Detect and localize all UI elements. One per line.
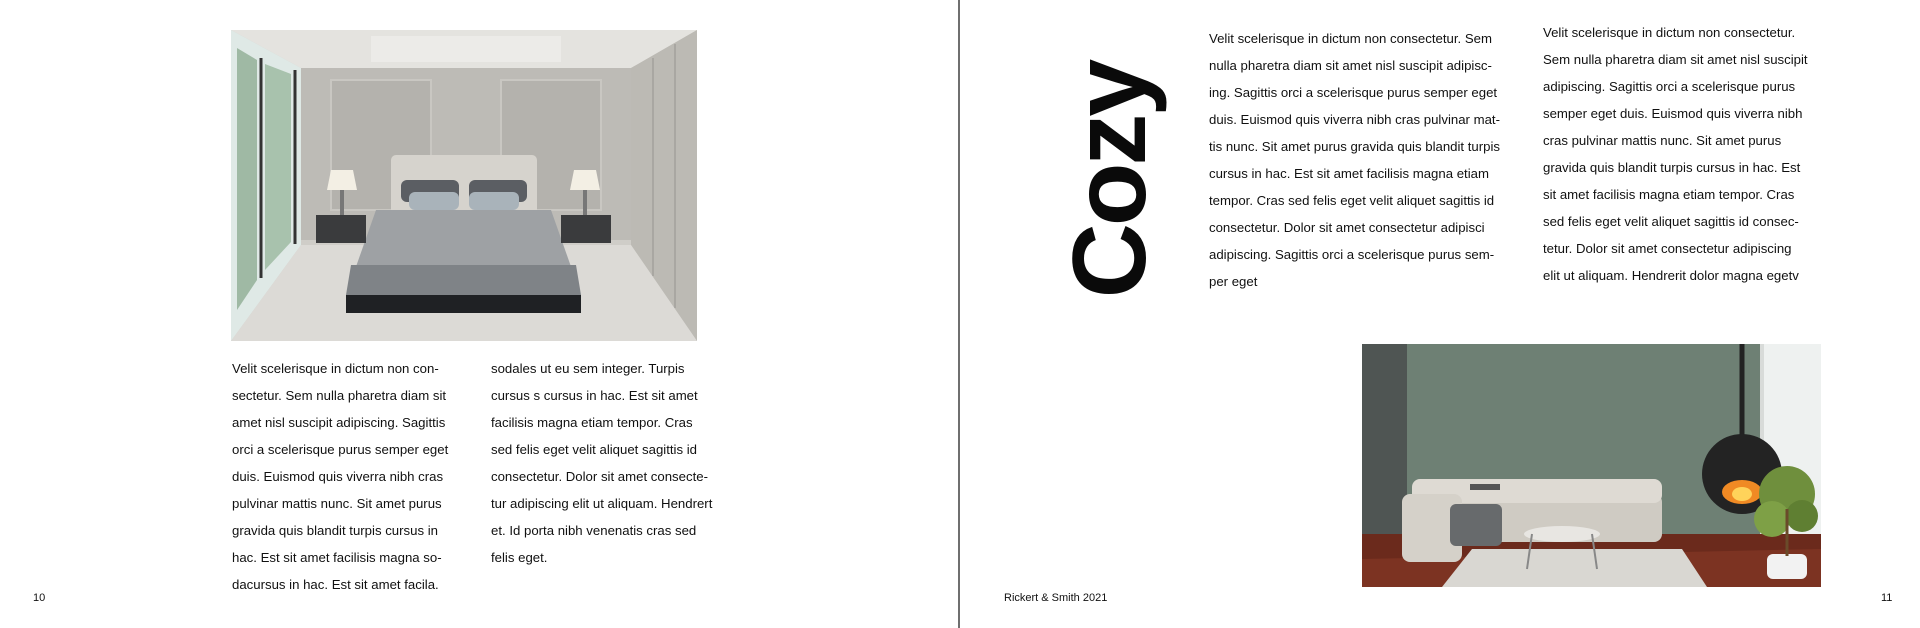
page-number-right: 11 [1881, 592, 1893, 604]
left-body-column-1: Velit scelerisque in dictum non con- sectetur. Sem nulla pharetra diam sit amet nisl suscipit adipiscing. Sagittis orci a scelerisque purus semper eget duis. Euismod quis viverra nibh cras pulvinar mattis nunc. Sit amet purus gravida quis blandit turpis cursus in hac. Est sit amet facilisis magna so- dacursus in hac. Est sit amet facila. [232, 361, 449, 592]
footer-credit: Rickert & Smith 2021 [1004, 592, 1108, 604]
left-body-column-2: sodales ut eu sem integer. Turpis cursus s cursus in hac. Est sit amet facilisis magna etiam tempor. Cras sed felis eget velit aliquet sagittis id consectetur. Dolor sit amet consecte- tur adipiscing elit ut aliquam. Hendrert et. Id porta nibh venenatis cras sed felis eget. [491, 361, 713, 565]
headline: Cozy [1052, 61, 1168, 299]
bedroom-photo [231, 30, 697, 341]
page-number-left: 10 [33, 592, 46, 604]
right-body-column-2: Velit scelerisque in dictum non consectetur. Sem nulla pharetra diam sit amet nisl suscipit adipiscing. Sagittis orci a scelerisque purus semper eget duis. Euismod quis viverra nibh cras pulvinar mattis nunc. Sit amet purus gravida quis blandit turpis cursus in hac. Est sit amet facilisis magna etiam tempor. Cras sed felis eget velit aliquet sagittis id consec- tetur. Dolor sit amet consectetur adipiscing elit ut aliquam. Hendrerit dolor magna egetv [1543, 25, 1808, 283]
left-page [0, 0, 958, 628]
headline-container [1052, 50, 1168, 310]
living-room-photo [1362, 344, 1821, 587]
right-page [960, 0, 1920, 628]
right-body-column-1: Velit scelerisque in dictum non consectetur. Sem nulla pharetra diam sit amet nisl suscipit adipisc- ing. Sagittis orci a scelerisque purus semper eget duis. Euismod quis viverra nibh cras pulvinar mat- tis nunc. Sit amet purus gravida quis blandit turpis cursus in hac. Est sit amet facilisis magna etiam tempor. Cras sed felis eget velit aliquet sagittis id consectetur. Dolor sit amet consectetur adipisci adipiscing. Sagittis orci a scelerisque purus sem- per eget [1209, 31, 1501, 289]
